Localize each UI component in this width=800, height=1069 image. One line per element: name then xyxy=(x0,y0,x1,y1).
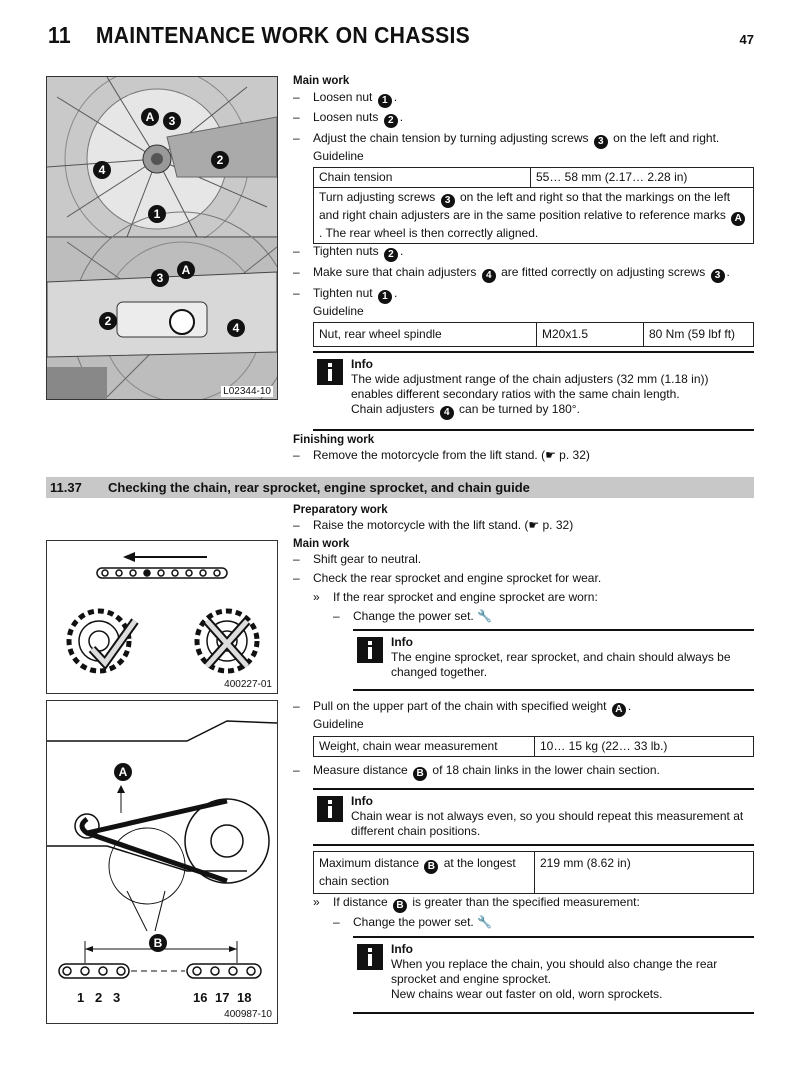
section-title: Checking the chain, rear sprocket, engine sprocket, and chain guide xyxy=(108,480,530,495)
table-cell: 219 mm (8.62 in) xyxy=(535,852,754,894)
list-item: – Change the power set. 🔧 xyxy=(333,915,493,929)
guideline-table-max-distance xyxy=(313,851,754,894)
figure-label: L02344-10 xyxy=(223,386,271,397)
list-item: – Remove the motorcycle from the lift stand. (☛ p. 32) xyxy=(293,448,590,462)
guideline-table-chain-tension xyxy=(313,167,754,244)
list-item: » If the rear sprocket and engine sprocket are worn: xyxy=(313,590,598,604)
callout-1: 1 xyxy=(146,201,168,223)
table-cell: Turn adjusting screws 3 on the left and right so that the markings on the left and right chain adjusters are in the same position relative to reference marks A. The rear wheel is then correctly aligned. xyxy=(314,188,754,244)
section-number: 11.37 xyxy=(50,480,82,495)
callout-2b: 2 xyxy=(97,308,119,330)
table-cell: 80 Nm (59 lbf ft) xyxy=(644,323,754,347)
step-list-3 xyxy=(293,552,753,628)
info-heading: Info xyxy=(351,794,373,808)
list-item: – Measure distance B of 18 chain links in the lower chain section. xyxy=(293,763,660,779)
chapter-title: MAINTENANCE WORK ON CHASSIS xyxy=(95,22,471,48)
figure-label: 400227-01 xyxy=(224,679,272,690)
section-heading-bar xyxy=(46,477,754,498)
figure-label: 400987-10 xyxy=(224,1009,272,1020)
info-box xyxy=(353,629,754,691)
chain-measurement-drawing xyxy=(47,701,277,1023)
sprocket-wear-drawing xyxy=(47,541,277,693)
main-work-heading: Main work xyxy=(293,75,350,87)
callout-a: A xyxy=(139,104,161,126)
guideline-table-weight xyxy=(313,736,754,757)
callout-3b: 3 xyxy=(149,265,171,287)
callout-b-chain: B xyxy=(147,930,169,952)
finishing-work-heading: Finishing work xyxy=(293,434,375,446)
table-cell: 55… 58 mm (2.17… 2.28 in) xyxy=(531,168,754,188)
step-list-5 xyxy=(293,895,753,930)
list-item: – Pull on the upper part of the chain with specified weight A . xyxy=(293,699,632,715)
table-cell: Chain tension xyxy=(314,168,531,188)
chain-measurement-figure xyxy=(46,700,278,1024)
step-list-2 xyxy=(293,244,753,320)
list-item: – Check the rear sprocket and engine sprocket for wear. xyxy=(293,571,602,585)
info-heading: Info xyxy=(351,357,373,371)
table-cell: Nut, rear wheel spindle xyxy=(314,323,537,347)
guideline-table-spindle-nut xyxy=(313,322,754,347)
callout-a-chain: A xyxy=(112,759,134,781)
chain-link-numbers-right: 16 17 18 xyxy=(193,990,252,1005)
info-text: When you replace the chain, you should also change the rear sprocket and engine sprocket. New chains wear out faster on old, worn sprockets. xyxy=(391,957,718,1001)
step-list-4 xyxy=(293,699,753,732)
info-box xyxy=(313,788,754,846)
info-text: The wide adjustment range of the chain adjusters (32 mm (1.18 in)) enables different secondary ratios with the same chain length. Chain adjusters 4 can be turned by 180°. xyxy=(351,372,709,418)
info-box xyxy=(313,351,754,431)
list-item: – Make sure that chain adjusters 4 are fitted correctly on adjusting screws 3 . xyxy=(293,265,730,281)
callout-3: 3 xyxy=(161,108,183,130)
page-number: 47 xyxy=(739,32,754,47)
info-icon xyxy=(317,359,343,385)
preparatory-work-heading: Preparatory work xyxy=(293,504,388,516)
sprocket-wear-figure xyxy=(46,540,278,694)
info-text: The engine sprocket, rear sprocket, and chain should always be changed together. xyxy=(391,650,731,679)
table-cell: Weight, chain wear measurement xyxy=(314,737,535,757)
callout-4: 4 xyxy=(91,157,113,179)
list-item: – Shift gear to neutral. xyxy=(293,552,422,566)
chain-link-numbers-left: 1 2 3 xyxy=(77,990,121,1005)
list-item: – Raise the motorcycle with the lift stand. (☛ p. 32) xyxy=(293,518,574,532)
guideline-label: Guideline xyxy=(313,304,364,318)
table-cell: Maximum distance B at the longest chain section xyxy=(314,852,535,894)
wrench-icon: 🔧 xyxy=(477,915,493,929)
list-item: – Loosen nut 1 . xyxy=(293,90,398,106)
info-icon xyxy=(357,944,383,970)
chain-adjuster-photo xyxy=(46,76,278,400)
info-heading: Info xyxy=(391,942,413,956)
chapter-heading xyxy=(48,22,470,49)
guideline-label: Guideline xyxy=(313,717,364,731)
info-icon xyxy=(357,637,383,663)
main-work-heading-2: Main work xyxy=(293,538,350,550)
list-item: – Change the power set. 🔧 xyxy=(333,609,493,623)
info-heading: Info xyxy=(391,635,413,649)
list-item: – Loosen nuts 2 . xyxy=(293,110,404,126)
info-text: Chain wear is not always even, so you should repeat this measurement at different chain positions. xyxy=(351,809,744,838)
table-cell: 10… 15 kg (22… 33 lb.) xyxy=(535,737,754,757)
step-list-1 xyxy=(293,90,753,165)
info-box xyxy=(353,936,754,1014)
list-item: – Tighten nut 1 . xyxy=(293,286,398,302)
callout-4b: 4 xyxy=(225,315,247,337)
chapter-number: 11 xyxy=(48,22,71,48)
info-icon xyxy=(317,796,343,822)
wrench-icon: 🔧 xyxy=(477,609,493,623)
list-item: » If distance B is greater than the specified measurement: xyxy=(313,895,640,911)
list-item: – Tighten nuts 2 . xyxy=(293,244,404,260)
callout-2: 2 xyxy=(209,147,231,169)
table-cell: M20x1.5 xyxy=(537,323,644,347)
callout-a-b: A xyxy=(175,257,197,279)
list-item: – Adjust the chain tension by turning adjusting screws 3 on the left and right. xyxy=(293,131,720,147)
guideline-label: Guideline xyxy=(313,149,364,163)
